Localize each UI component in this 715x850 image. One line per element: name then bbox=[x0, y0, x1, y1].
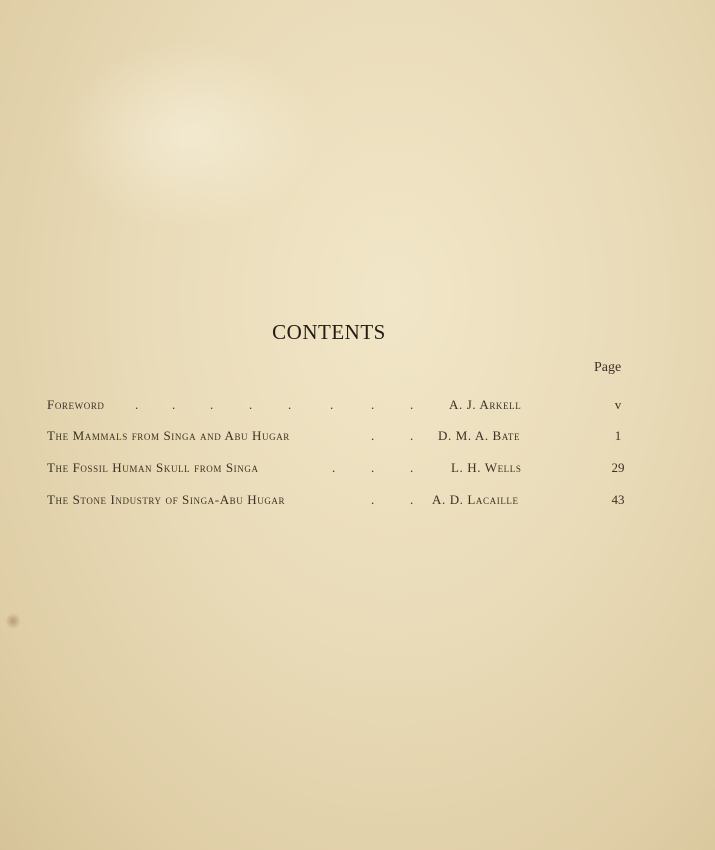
leader-dot: . bbox=[332, 460, 336, 475]
toc-entry bbox=[0, 428, 715, 448]
paper-spot bbox=[6, 613, 20, 629]
leader-dot: . bbox=[249, 397, 253, 412]
leader-dot: . bbox=[410, 397, 414, 412]
leader-dot: . bbox=[371, 428, 375, 443]
toc-entry-title: The Fossil Human Skull from Singa bbox=[47, 460, 259, 475]
page-column-label: Page bbox=[594, 360, 622, 375]
toc-entry-page: v bbox=[614, 397, 622, 412]
leader-dot: . bbox=[330, 397, 334, 412]
paper-stain bbox=[60, 40, 320, 230]
leader-dot: . bbox=[410, 428, 414, 443]
toc-entry-author: A. D. Lacaille bbox=[432, 492, 519, 507]
leader-dot: . bbox=[371, 460, 375, 475]
toc-entry-page: 29 bbox=[611, 460, 625, 475]
leader-dot: . bbox=[210, 397, 214, 412]
toc-entry bbox=[0, 460, 715, 480]
leader-dot: . bbox=[371, 492, 375, 507]
leader-dot: . bbox=[135, 397, 139, 412]
leader-dot: . bbox=[410, 492, 414, 507]
toc-entry bbox=[0, 397, 715, 417]
leader-dot: . bbox=[410, 460, 414, 475]
leader-dot: . bbox=[288, 397, 292, 412]
toc-entry-author: L. H. Wells bbox=[451, 460, 522, 475]
toc-entry bbox=[0, 492, 715, 512]
leader-dot: . bbox=[172, 397, 176, 412]
contents-heading: CONTENTS bbox=[272, 320, 386, 344]
toc-entry-page: 43 bbox=[611, 492, 625, 507]
toc-entry-page: 1 bbox=[614, 428, 622, 443]
toc-entry-title: Foreword bbox=[47, 397, 105, 412]
leader-dot: . bbox=[371, 397, 375, 412]
toc-entry-title: The Mammals from Singa and Abu Hugar bbox=[47, 428, 290, 443]
toc-entry-author: A. J. Arkell bbox=[449, 397, 522, 412]
toc-entry-author: D. M. A. Bate bbox=[438, 428, 521, 443]
toc-entry-title: The Stone Industry of Singa-Abu Hugar bbox=[47, 492, 286, 507]
